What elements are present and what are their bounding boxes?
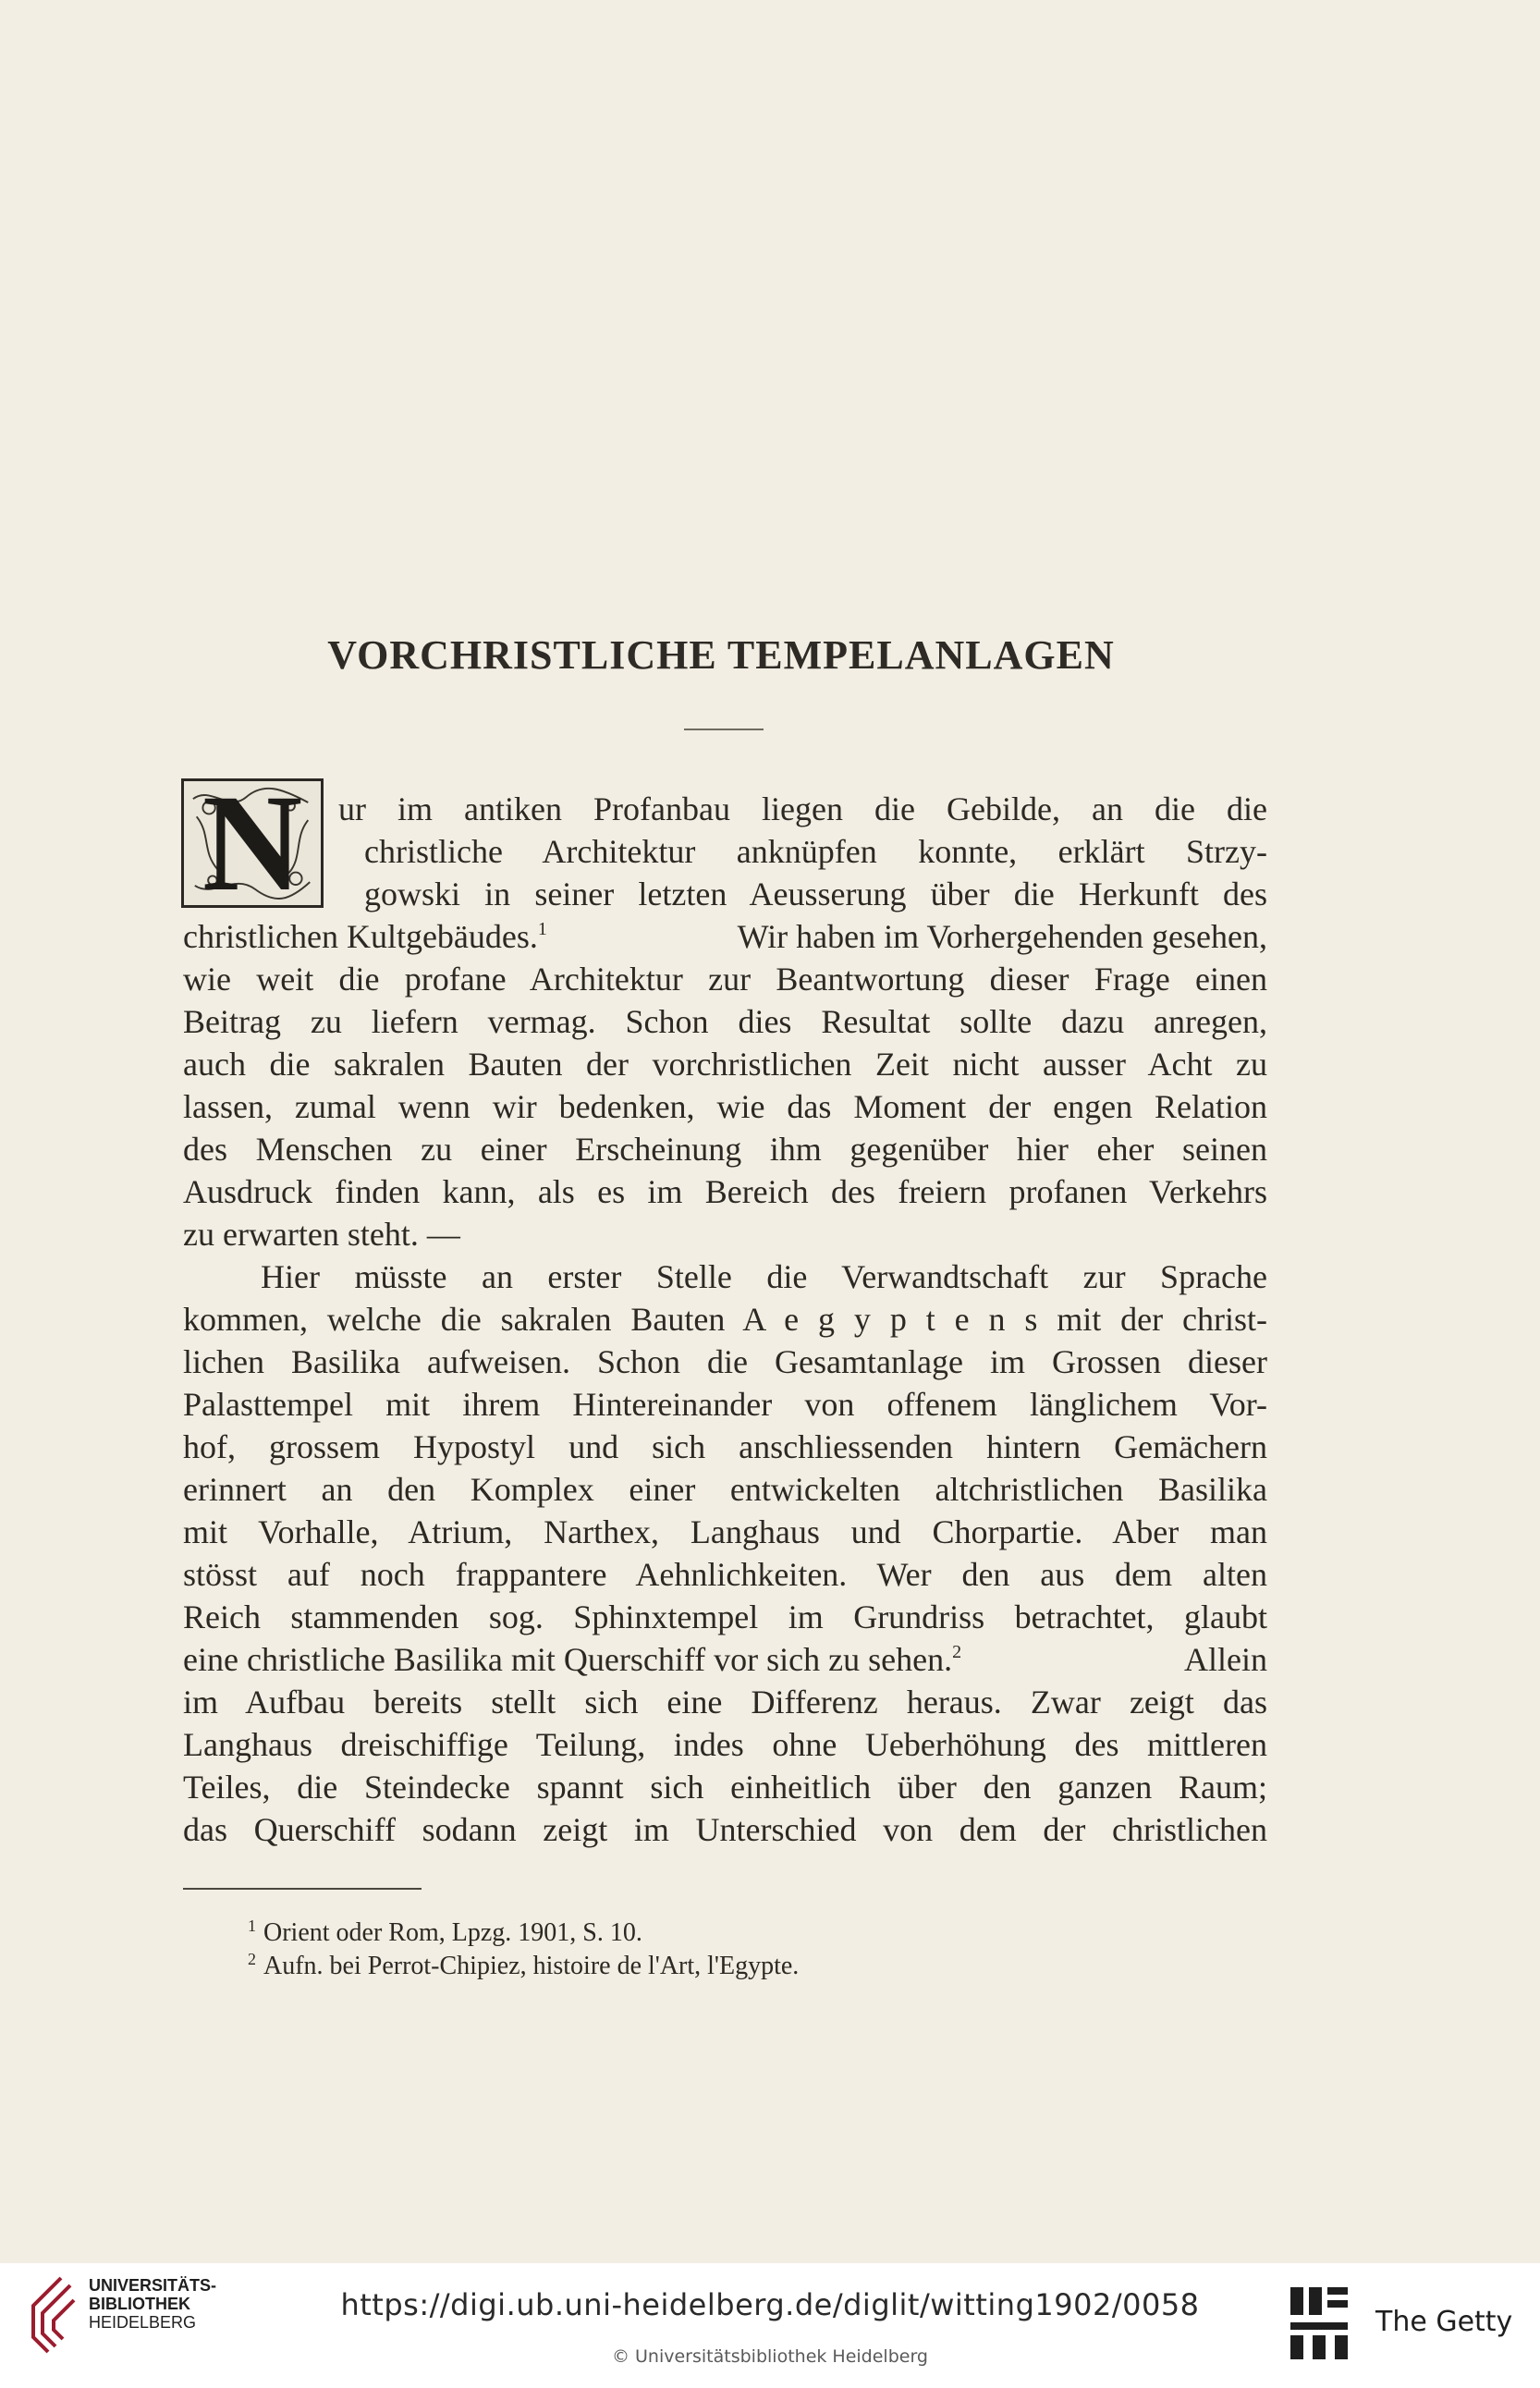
library-name-line: BIBLIOTHEK [89,2295,190,2313]
footnote [248,1943,799,1982]
scanned-page: VORCHRISTLICHE TEMPELANLAGEN N ur im antiken Profanbau liegen die Gebilde, an die die christliche Architektur anknüpfen konnte, erklärt Strzy- gowski in seiner letzten Aeusserung über die Herkunft des christlichen Kultgebäudes.$^1$ Wir haben im Vorhergehenden gesehen, wie weit die profane Architektur zur Beantwortung dieser Frage einen Beitrag zu liefern vermag. Schon dies Resultat sollte dazu anregen, auch die sakralen Bauten der vorchristlichen Zeit nicht ausser Acht zu lassen, zumal wenn wir bedenken, wie das Moment der engen Relation des Menschen zu einer Erscheinung ihm gegenüber hier eher seinen Ausdruck finden kann, als es im Bereich des freiern profanen Verkehrs zu erwarten steht. — Hier müsste an erster Stelle die Verwandtschaft zur Sprache kommen, welche die sakralen Bauten A e g y p t e n s mit der christ- lichen Basilika aufweisen. Schon die Gesamtanlage im Grossen dieser Palasttempel mit ihrem Hintereinander von offenem länglichem Vor- hof, grossem Hypostyl und sich anschliessenden hintern Gemächern erinnert an den Komplex einer entwickelten altchristlichen Basilika mit Vorhalle, Atrium, Narthex, Langhaus und Chorpartie. Aber man stösst auf noch frappantere Aehnlichkeiten. Wer den aus dem alten Reich stammenden sog. Sphinxtempel im Grundriss betrachtet, glaubt eine christliche Basilika mit Querschiff vor sich zu sehen.$^2$ Allein im Aufbau bereits stellt sich eine Differenz heraus. Zwar zeigt das Langhaus dreischiffige Teilung, indes ohne Ueberhöhung des mittleren Teiles, die Steindecke spannt sich einheitlich über den ganzen Raum; das Querschiff sodann zeigt im Unterschied von dem der christlichen $^1$ Orient oder Rom, Lpzg. 1901, S. 10. $^2$ Aufn. bei Perrot-Chipiez, histoire de l'Art, l'Egypte. [0,0,1540,2263]
footnote-rule [183,1888,422,1890]
getty-logo-icon [1287,2282,1351,2370]
footnote-text: Orient oder Rom, Lpzg. 1901, S. 10. [263,1918,642,1947]
title-rule [684,729,764,730]
footnote-mark: 1 [537,919,547,939]
copyright-notice: © Universitätsbibliothek Heidelberg [611,2346,928,2367]
library-name-line: HEIDELBERG [89,2313,197,2332]
library-name-line: UNIVERSITÄTS- [89,2276,217,2295]
footnote-mark: 2 [952,1642,962,1662]
footnote-number: 1 [248,1917,256,1935]
text-segment: christlichen Kultgebäudes. [183,918,538,955]
text-segment: Wir haben im Vorhergehenden gesehen, [737,918,1267,955]
ornamental-drop-cap [181,766,324,920]
text-segment: Allein [1184,1641,1267,1678]
footnote-text: Aufn. bei Perrot-Chipiez, histoire de l'Art, l'Egypte. [263,1952,800,1980]
footnote-number: 2 [248,1950,256,1968]
chapter-title: VORCHRISTLICHE TEMPELANLAGEN [327,632,1115,678]
text-segment: eine christliche Basilika mit Querschiff vor sich zu sehen. [183,1641,953,1678]
drop-cap-letter: N [202,766,303,920]
partner-name: The Getty [1375,2306,1513,2338]
permalink[interactable]: https://digi.ub.uni-heidelberg.de/diglit/witting1902/0058 [340,2287,1200,2322]
